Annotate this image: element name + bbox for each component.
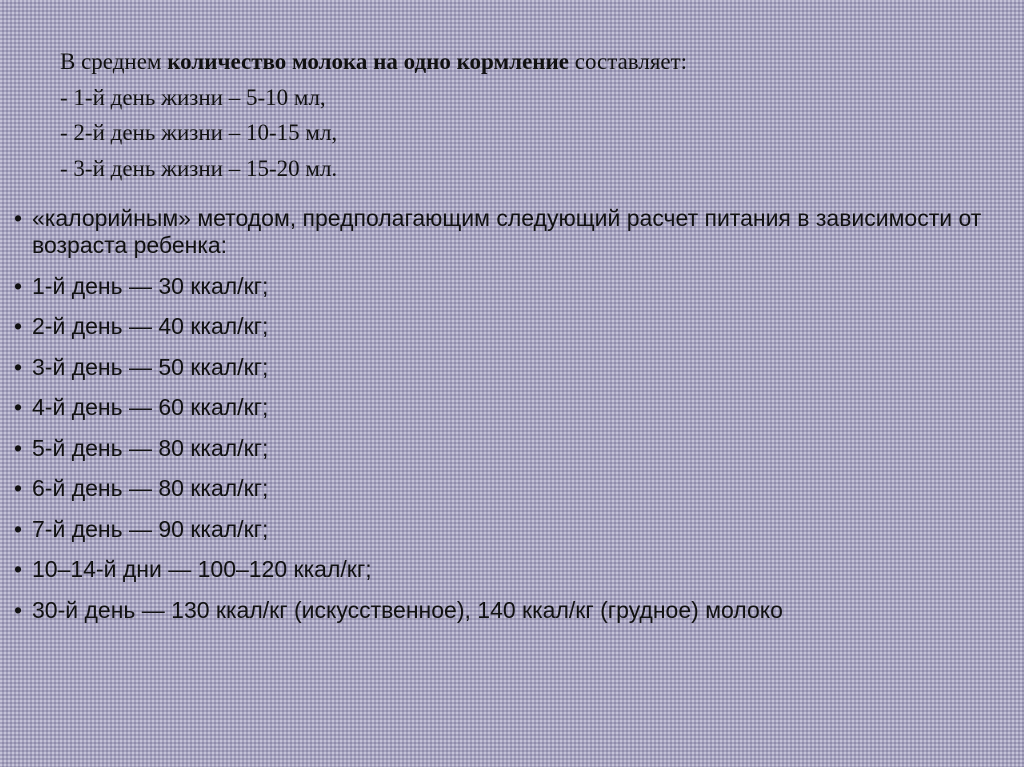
intro-suffix: составляет: [569,49,688,74]
bullet-marker: • [14,434,23,461]
intro-line: - 1-й день жизни – 5-10 мл, [60,84,326,110]
list-item-text: «калорийным» методом, предполагающим следующий расчет питания в зависимости от возраста ребенка: [32,205,982,258]
bullet-marker: • [14,475,23,501]
list-item-text: 3-й день — 50 ккал/кг; [32,353,269,380]
bullet-marker: • [14,515,23,542]
bullet-marker: • [14,394,23,420]
bullet-marker: • [14,556,23,582]
bullet-marker: • [14,596,23,623]
list-item [14,205,1004,259]
intro-line: - 2-й день жизни – 10-15 мл, [60,120,338,145]
list-item-text: 7-й день — 90 ккал/кг; [32,515,269,542]
list-item-text: 5-й день — 80 ккал/кг; [32,434,269,461]
list-item-text: 30-й день — 130 ккал/кг (искусственное), 140 ккал/кг (грудное) молоко [32,596,783,623]
intro-heading [60,44,960,80]
bullet-marker: • [14,313,23,339]
list-item-text: 6-й день — 80 ккал/кг; [32,475,269,501]
list-item [14,435,1004,462]
list-item [14,597,1004,624]
list-item-text: 4-й день — 60 ккал/кг; [32,394,269,420]
list-item [14,313,1004,340]
list-item [14,394,1004,421]
bullet-list [14,205,1004,637]
bullet-marker: • [14,272,23,299]
list-item-text: 2-й день — 40 ккал/кг; [32,313,269,339]
list-item [14,475,1004,502]
intro-prefix: В среднем [60,49,168,74]
list-item-text: 10–14-й дни — 100–120 ккал/кг; [32,556,372,582]
intro-block [60,44,960,186]
list-item [14,354,1004,381]
bullet-marker: • [14,353,23,380]
list-item [14,516,1004,543]
bullet-marker: • [14,205,23,231]
intro-line: - 3-й день жизни – 15-20 мл. [60,155,338,181]
list-item [14,556,1004,583]
list-item [14,273,1004,300]
list-item-text: 1-й день — 30 ккал/кг; [32,272,269,299]
intro-bold-phrase: количество молока на одно кормление [167,49,569,74]
